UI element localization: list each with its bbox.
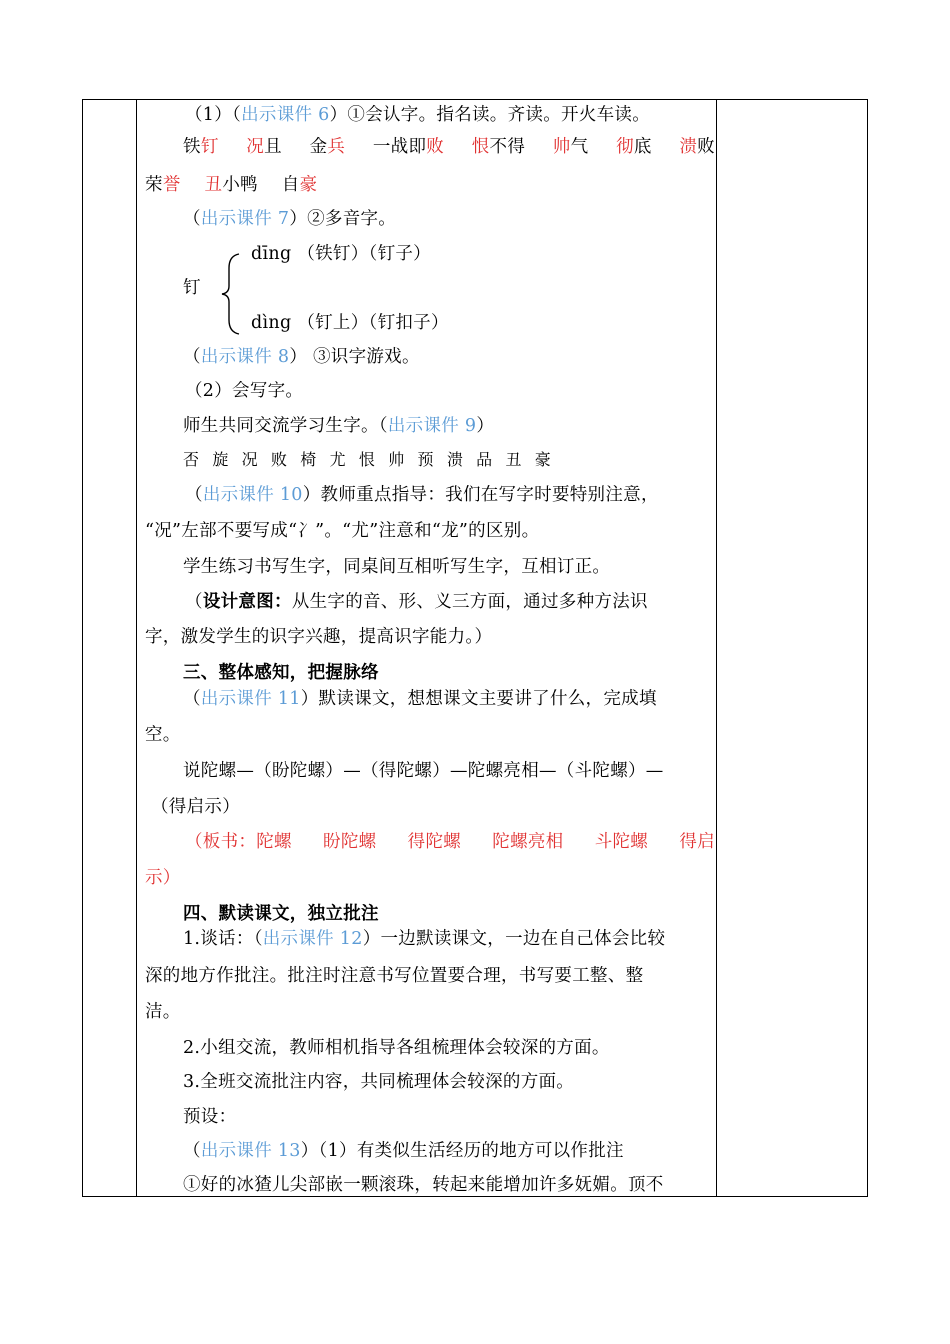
text-line: 学生练习书写生字，同桌间互相听写生字，互相订正。 — [183, 557, 611, 577]
text-line: 深的地方作批注。批注时注意书写位置要合理，书写要工整、整 — [145, 966, 644, 986]
pinyin-line: dìng （钉上）（钉扣子） — [251, 313, 449, 333]
polyphone-char: 钉 — [183, 278, 201, 298]
text-line: （出示课件 13）（1）有类似生活经历的地方可以作批注 — [183, 1141, 624, 1161]
text-line: 师生共同交流学习生字。（出示课件 9） — [183, 416, 495, 436]
blackboard-line: 示） — [145, 868, 181, 888]
design-intent-line: （设计意图：从生字的音、形、义三方面，通过多种方法识 — [185, 592, 648, 612]
text-line: 空。 — [145, 725, 181, 745]
text-line: 洁。 — [145, 1002, 181, 1022]
text-line: （出示课件 10）教师重点指导：我们在写字时要特别注意， — [185, 485, 659, 505]
text-line: 说陀螺—（盼陀螺）—（得陀螺）—陀螺亮相—（斗陀螺）— — [183, 761, 664, 781]
section-heading: 四、默读课文，独立批注 — [183, 904, 379, 924]
text-line: 预设： — [183, 1107, 237, 1127]
text-line: （出示课件 11）默读课文，想想课文主要讲了什么，完成填 — [183, 689, 657, 709]
character-list: 否 旋 况 败 椅 尤 恨 帅 预 溃 品 丑 豪 — [183, 450, 552, 469]
column-divider — [136, 100, 137, 1196]
text-line: （1）（出示课件 6）①会认字。指名读。齐读。开火车读。 — [185, 105, 650, 125]
lesson-table — [82, 99, 868, 1197]
text-line: 2.小组交流，教师相机指导各组梳理体会较深的方面。 — [183, 1038, 610, 1058]
lesson-content — [145, 100, 715, 1196]
text-line: 3.全班交流批注内容，共同梳理体会较深的方面。 — [183, 1072, 575, 1092]
word-list-line: 铁钉 况且 金兵 一战即败 恨不得 帅气 彻底 溃败 — [183, 137, 715, 157]
text-line: 1.谈话：（出示课件 12）一边默读课文，一边在自己体会比较 — [183, 929, 666, 949]
section-heading: 三、整体感知，把握脉络 — [183, 663, 379, 683]
text-line: ①好的冰猹儿尖部嵌一颗滚珠，转起来能增加许多妩媚。顶不 — [183, 1175, 664, 1195]
blackboard-line: （板书：陀螺 盼陀螺 得陀螺 陀螺亮相 斗陀螺 得启 — [185, 832, 715, 852]
text-line: （出示课件 7）②多音字。 — [183, 209, 397, 229]
column-divider — [716, 100, 717, 1196]
text-line: （2）会写字。 — [185, 381, 304, 401]
text-line: “况”左部不要写成“冫”。“尤”注意和“龙”的区别。 — [145, 521, 540, 541]
text-line: 字，激发学生的识字兴趣，提高识字能力。） — [145, 627, 493, 647]
text-line: （得启示） — [151, 797, 240, 817]
word-list-line: 荣誉 丑小鸭 自豪 — [145, 175, 318, 195]
text-line: （出示课件 8） ③识字游戏。 — [183, 347, 420, 367]
pinyin-line: dīng （铁钉）（钉子） — [251, 244, 431, 264]
